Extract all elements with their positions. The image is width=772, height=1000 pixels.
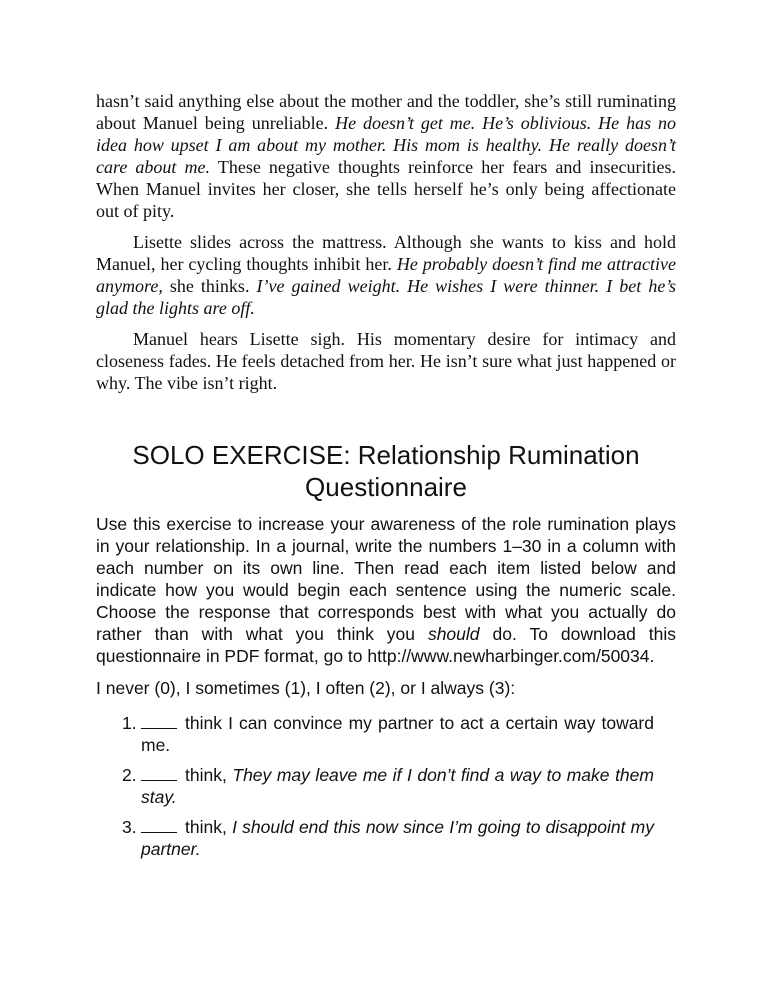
exercise-intro [96, 513, 676, 667]
item-italic-text: They may leave me if I don’t find a way to make them stay. [141, 765, 654, 807]
list-item [122, 764, 654, 808]
paragraph-italic-thought: He doesn’t get me. He’s oblivious. He has no idea how upset I am about my mother. His mom is healthy. He really doesn’t care about me. [96, 113, 676, 177]
answer-blank [141, 818, 177, 833]
narrative-paragraph-2 [96, 231, 676, 319]
answer-blank [141, 714, 177, 729]
paragraph-text: hasn’t said anything else about the mother and the toddler, she’s still ruminating about Manuel being unreliable. [96, 91, 676, 133]
exercise-title: SOLO EXERCISE: Relationship Rumination Questionnaire [132, 440, 640, 502]
paragraph-italic-thought: He probably doesn’t find me attractive anymore, [96, 254, 676, 296]
paragraph-italic-thought: I’ve gained weight. He wishes I were thinner. I bet he’s glad the lights are off. [96, 276, 676, 318]
item-italic-text: I should end this now since I’m going to disappoint my partner. [141, 817, 654, 859]
narrative-paragraph-1 [96, 90, 676, 222]
paragraph-text: Manuel hears Lisette sigh. His momentary desire for intimacy and closeness fades. He feels detached from her. He isn’t sure what just happened or why. The vibe isn’t right. [96, 329, 676, 393]
narrative-paragraph-3 [96, 328, 676, 394]
item-number: 2. [122, 765, 137, 785]
intro-text: Use this exercise to increase your awareness of the role rumination plays in your relationship. In a journal, write the numbers 1–30 in a column with each number on its own line. Then read each item listed below and indicate how you would begin each sentence using the numeric scale. Choose the response that corresponds best with what you actually do rather than with what you think you [96, 514, 676, 644]
list-item [122, 712, 654, 756]
paragraph-text: she thinks. [162, 276, 257, 296]
intro-text: do. To download this questionnaire in PDF format, go to http://www.newharbinger.com/50034. [96, 624, 676, 666]
list-item [122, 816, 654, 860]
questionnaire-list [96, 712, 654, 860]
item-number: 1. [122, 713, 137, 733]
item-number: 3. [122, 817, 137, 837]
item-text: think, [185, 817, 233, 837]
item-text: think, [185, 765, 233, 785]
paragraph-text: Lisette slides across the mattress. Although she wants to kiss and hold Manuel, her cycling thoughts inhibit her. [96, 232, 676, 274]
response-scale: I never (0), I sometimes (1), I often (2), or I always (3): [96, 678, 516, 698]
paragraph-text: These negative thoughts reinforce her fears and insecurities. When Manuel invites her closer, she tells herself he’s only being affectionate out of pity. [96, 157, 676, 221]
page-content [96, 90, 676, 868]
item-text: think I can convince my partner to act a certain way toward me. [141, 713, 654, 755]
answer-blank [141, 766, 177, 781]
intro-italic-word: should [427, 624, 480, 644]
